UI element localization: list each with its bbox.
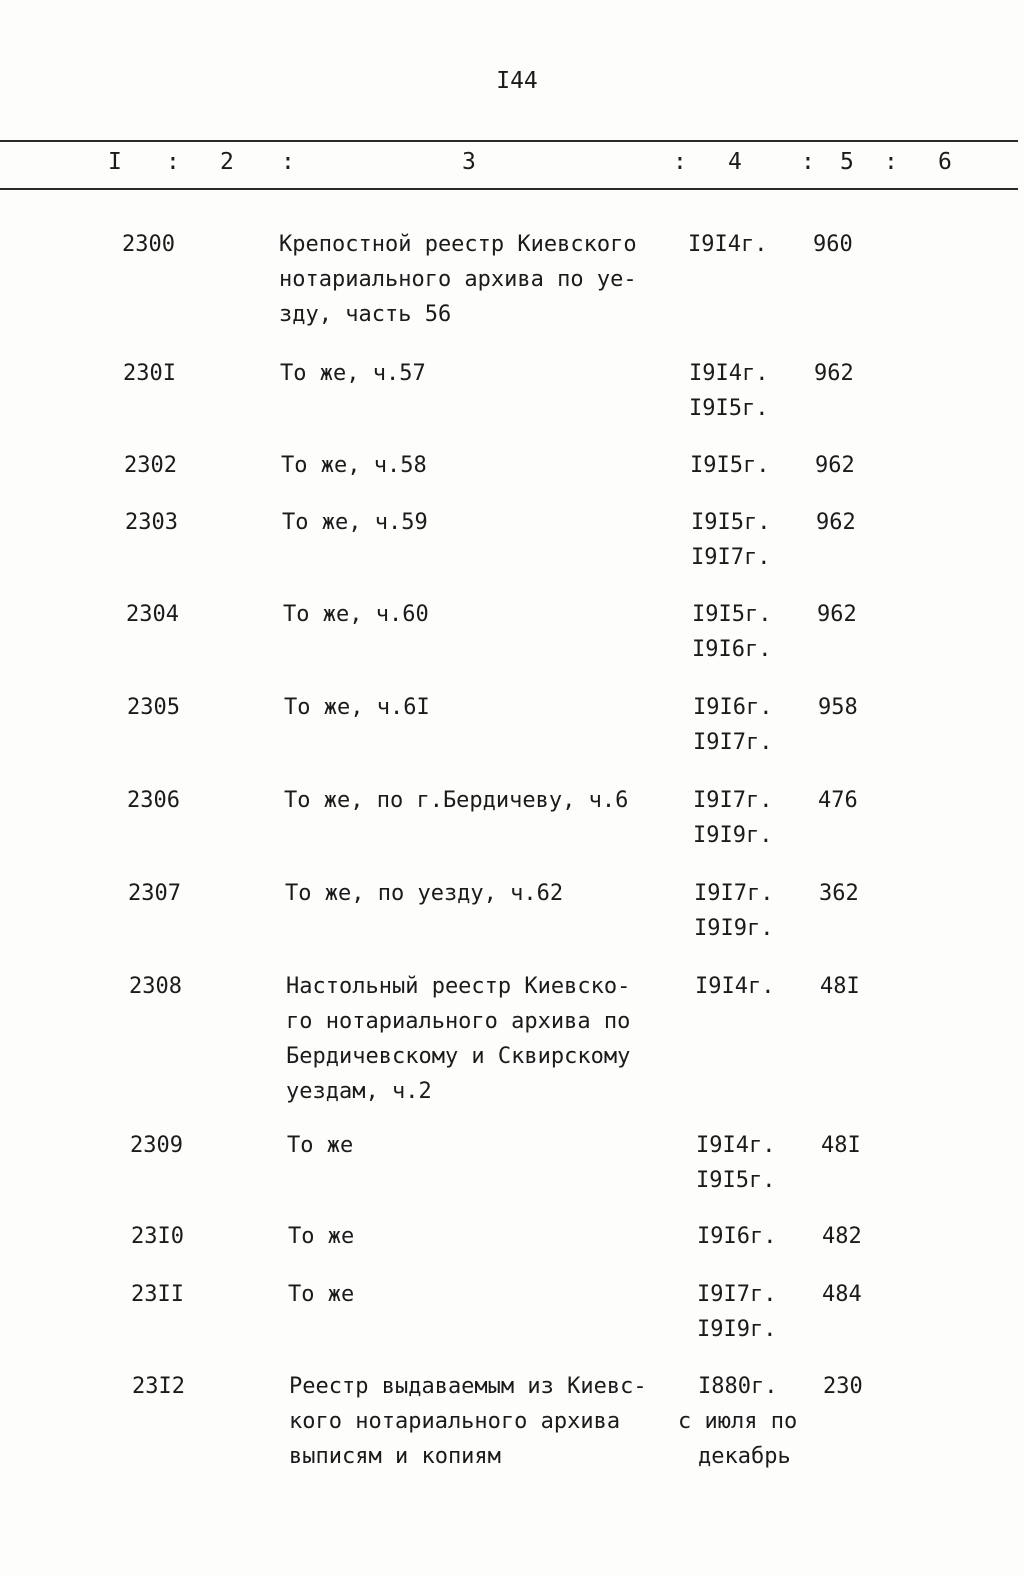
record-date-line: I9I5г. <box>690 453 770 478</box>
record-sheet-count: 482 <box>822 1224 862 1249</box>
record-number: 230I <box>123 361 176 386</box>
record-date-line: I9I5г. <box>692 602 772 627</box>
record-number: 2304 <box>126 602 179 627</box>
record-date-line: I9I7г. <box>693 788 773 813</box>
record-description-line: Реестр выдаваемым из Киевс- <box>289 1374 647 1399</box>
record-number: 23I2 <box>132 1374 185 1399</box>
record-date-line: I9I4г. <box>688 232 768 257</box>
record-description-line: уездам, ч.2 <box>286 1079 432 1104</box>
record-description-line: То же, ч.6I <box>284 695 430 720</box>
column-number-5: 5 <box>840 149 854 175</box>
record-date-line: I9I7г. <box>693 730 773 755</box>
header-bottom-rule <box>0 188 1018 190</box>
column-number-3: 3 <box>462 149 476 175</box>
header-top-rule <box>0 140 1018 142</box>
column-separator: : <box>884 149 898 175</box>
record-sheet-count: 962 <box>817 602 857 627</box>
record-date-line: I9I5г. <box>689 396 769 421</box>
record-number: 2308 <box>129 974 182 999</box>
record-date-line: I9I9г. <box>697 1317 777 1342</box>
record-description-line: То же <box>288 1224 355 1249</box>
record-number: 2303 <box>125 510 178 535</box>
column-number-I: I <box>108 149 122 175</box>
page-number: I44 <box>496 68 538 94</box>
record-date-line: I880г. <box>698 1374 778 1399</box>
record-date-line: I9I4г. <box>696 1133 776 1158</box>
record-description-line: То же, ч.60 <box>283 602 429 627</box>
record-date-line: I9I6г. <box>692 637 772 662</box>
record-sheet-count: 48I <box>821 1133 861 1158</box>
record-description-line: кого нотариального архива <box>289 1409 621 1434</box>
record-date-line: I9I4г. <box>695 974 775 999</box>
record-number: 2306 <box>127 788 180 813</box>
record-date-line: I9I9г. <box>694 916 774 941</box>
record-date-line: с июля по <box>678 1409 798 1434</box>
record-description-line: То же <box>288 1282 355 1307</box>
record-description-line: го нотариального архива по <box>286 1009 631 1034</box>
record-sheet-count: 962 <box>815 453 855 478</box>
record-date-line: I9I7г. <box>697 1282 777 1307</box>
column-separator: : <box>673 149 687 175</box>
record-sheet-count: 962 <box>814 361 854 386</box>
record-sheet-count: 962 <box>816 510 856 535</box>
record-number: 23II <box>131 1282 184 1307</box>
record-description-line: То же, по г.Бердичеву, ч.6 <box>284 788 629 813</box>
record-description-line: То же, ч.58 <box>281 453 427 478</box>
record-date-line: I9I4г. <box>689 361 769 386</box>
record-date-line: I9I5г. <box>691 510 771 535</box>
record-date-line: I9I7г. <box>694 881 774 906</box>
column-number-2: 2 <box>220 149 234 175</box>
record-description-line: Бердичевскому и Сквирскому <box>286 1044 631 1069</box>
record-number: 2307 <box>128 881 181 906</box>
record-date-line: I9I6г. <box>693 695 773 720</box>
record-sheet-count: 476 <box>818 788 858 813</box>
record-number: 2309 <box>130 1133 183 1158</box>
record-description-line: выписям и копиям <box>289 1444 501 1469</box>
column-number-4: 4 <box>728 149 742 175</box>
record-description-line: То же, ч.57 <box>280 361 426 386</box>
record-date-line: I9I6г. <box>697 1224 777 1249</box>
record-description-line: зду, часть 56 <box>279 302 452 327</box>
record-date-line: I9I9г. <box>693 823 773 848</box>
record-sheet-count: 484 <box>822 1282 862 1307</box>
column-separator: : <box>281 149 295 175</box>
column-separator: : <box>801 149 815 175</box>
record-number: 2305 <box>127 695 180 720</box>
record-description-line: То же <box>287 1133 354 1158</box>
record-date-line: I9I7г. <box>691 545 771 570</box>
record-sheet-count: 362 <box>819 881 859 906</box>
column-number-6: 6 <box>938 149 952 175</box>
record-description-line: Крепостной реестр Киевского <box>279 232 637 257</box>
record-sheet-count: 48I <box>820 974 860 999</box>
record-number: 23I0 <box>131 1224 184 1249</box>
record-description-line: Настольный реестр Киевско- <box>286 974 631 999</box>
record-description-line: То же, ч.59 <box>282 510 428 535</box>
record-sheet-count: 958 <box>818 695 858 720</box>
record-date-line: декабрь <box>698 1444 791 1469</box>
record-sheet-count: 960 <box>813 232 853 257</box>
record-number: 2302 <box>124 453 177 478</box>
record-sheet-count: 230 <box>823 1374 863 1399</box>
record-number: 2300 <box>122 232 175 257</box>
record-description-line: То же, по уезду, ч.62 <box>285 881 564 906</box>
record-date-line: I9I5г. <box>696 1168 776 1193</box>
record-description-line: нотариального архива по уе- <box>279 267 637 292</box>
column-separator: : <box>166 149 180 175</box>
